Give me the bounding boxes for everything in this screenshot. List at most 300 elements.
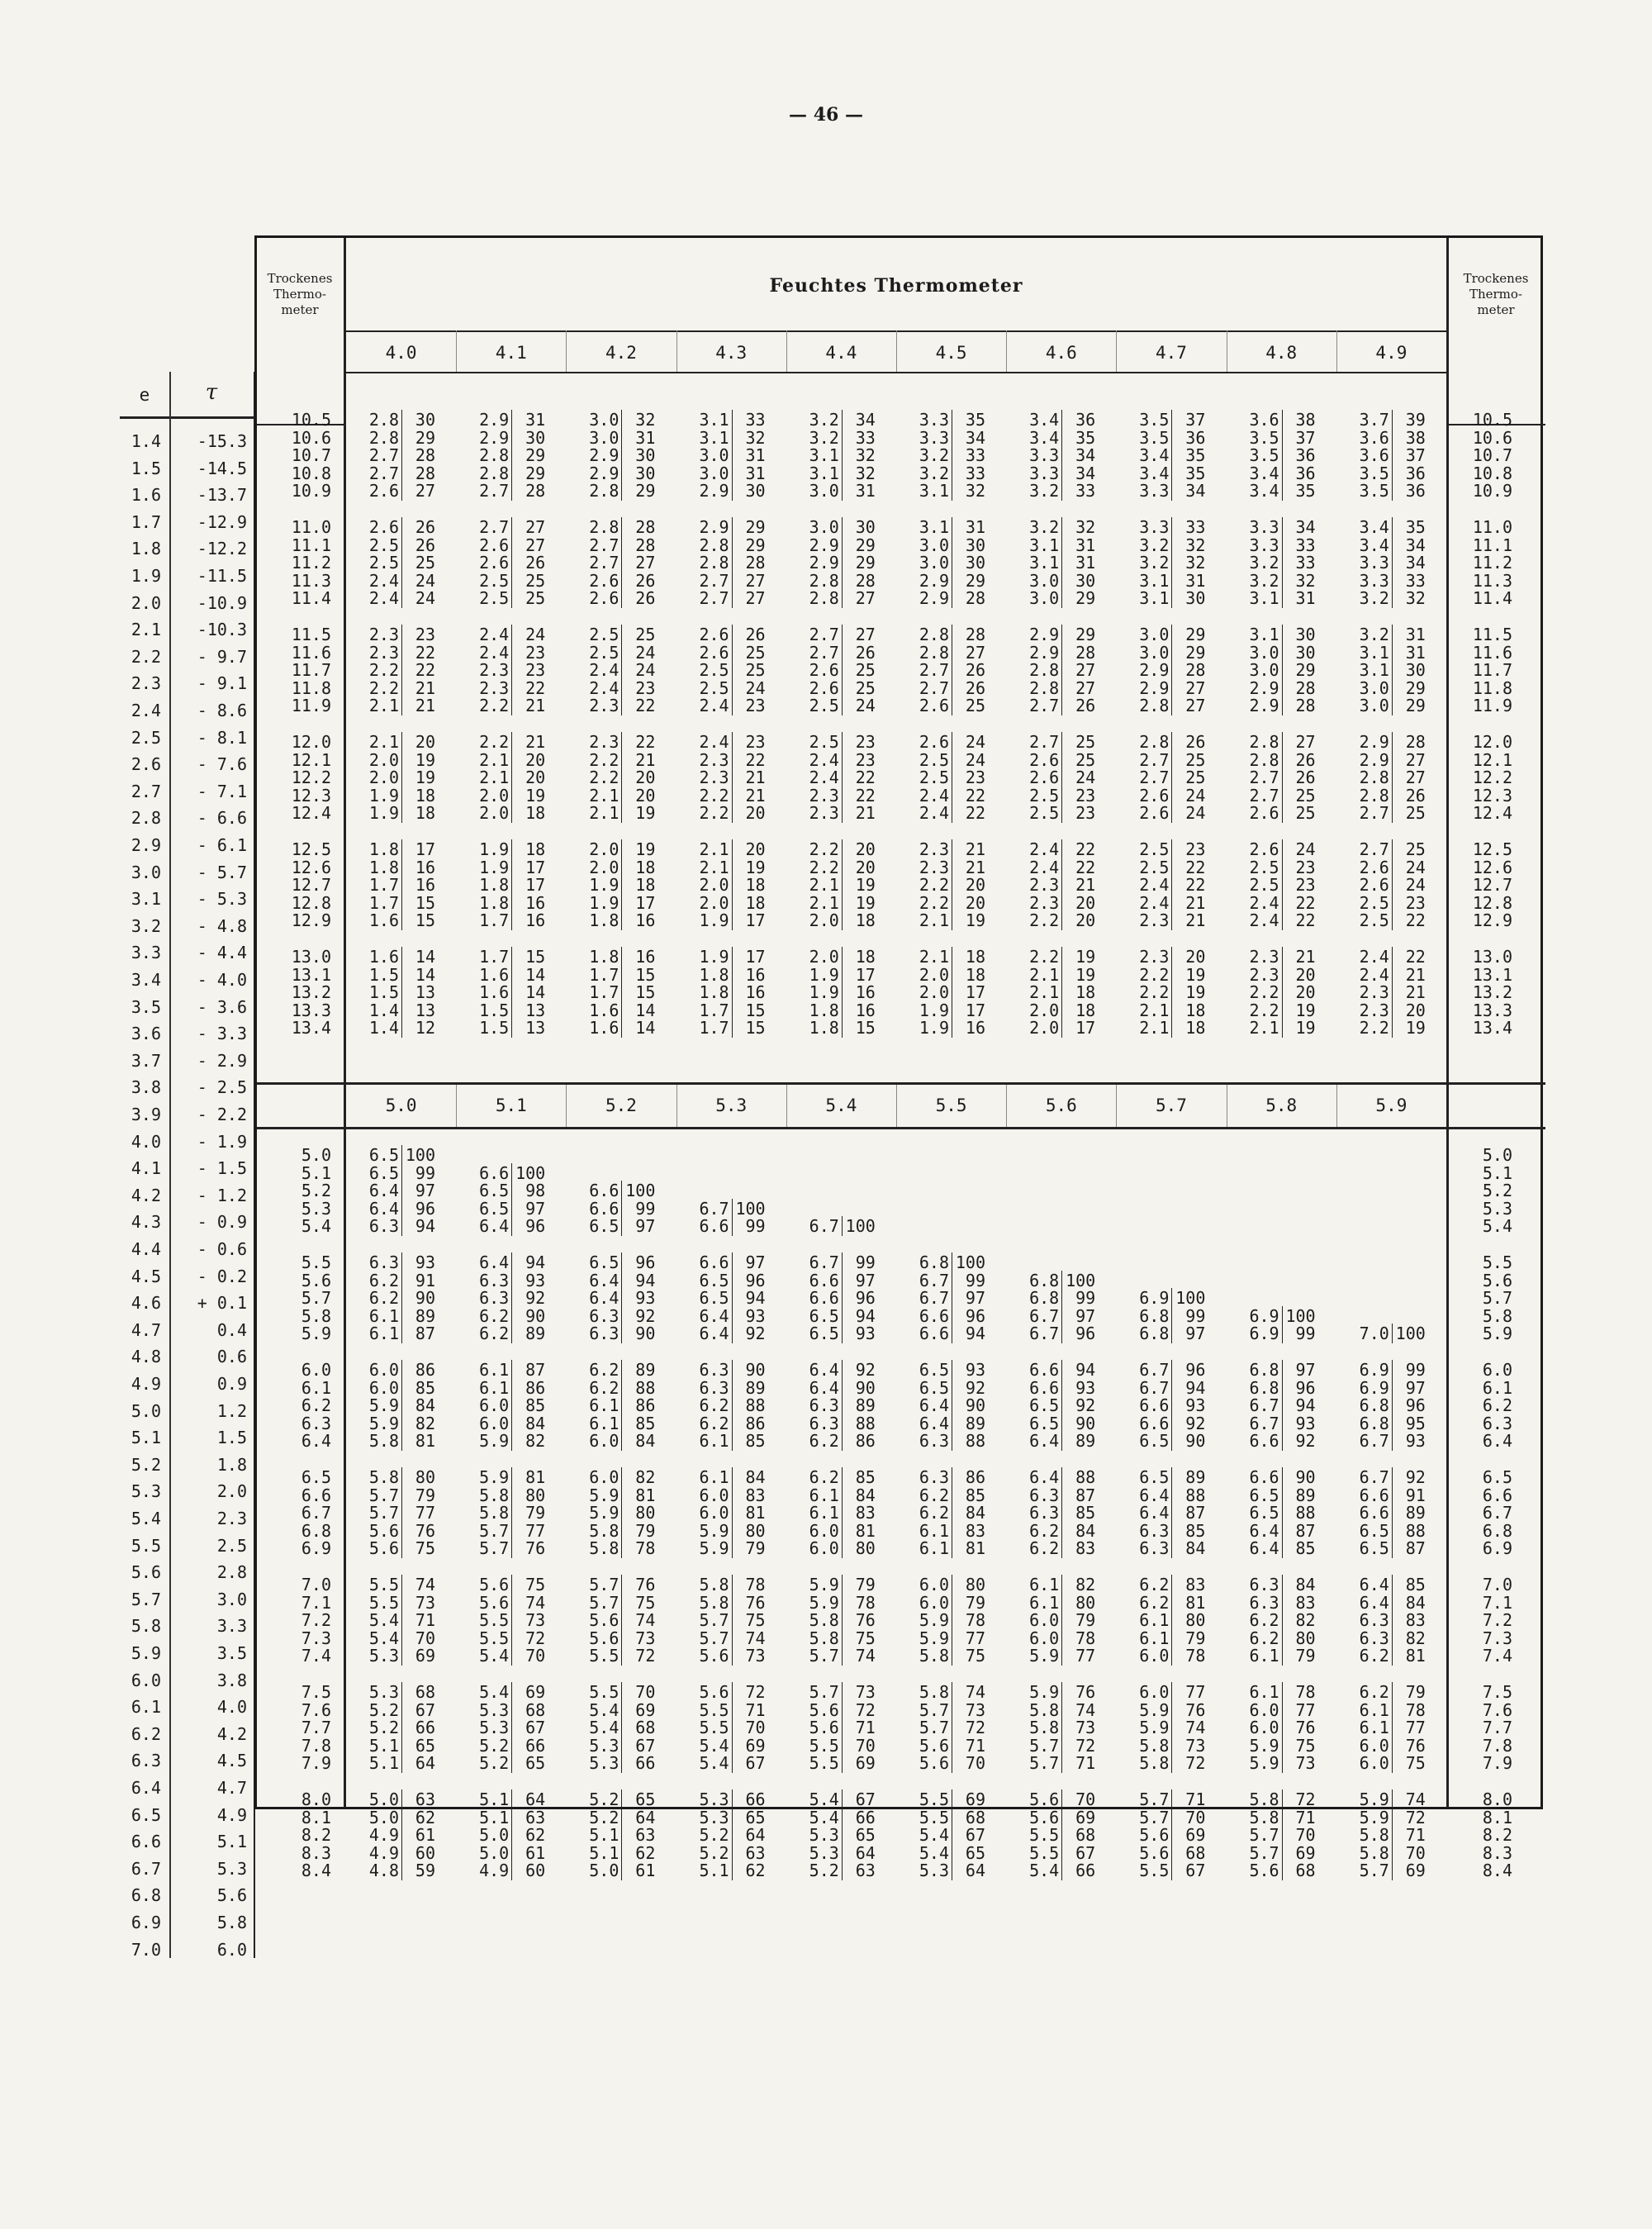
wet-column-header: 5.2 <box>605 1095 637 1115</box>
humidity-value: 80 <box>525 1485 546 1505</box>
dewpoint-value: 6.2 <box>796 1467 843 1487</box>
dewpoint-value: 1.4 <box>356 1000 402 1020</box>
humidity-value: 96 <box>745 1270 766 1290</box>
humidity-value: 90 <box>1075 1413 1096 1433</box>
table-cell <box>1237 588 1316 608</box>
humidity-value: 71 <box>965 1735 985 1756</box>
table-cell <box>466 858 545 877</box>
dewpoint-value: 5.4 <box>906 1825 952 1845</box>
side-tau-value: 0.9 <box>216 1374 247 1394</box>
table-cell <box>576 875 655 895</box>
humidity-value: 20 <box>415 732 435 752</box>
humidity-value: 84 <box>1405 1592 1426 1613</box>
humidity-value: 64 <box>855 1842 876 1863</box>
table-cell <box>906 839 985 859</box>
table-cell <box>1126 643 1205 663</box>
side-row <box>120 805 254 831</box>
dewpoint-value: 6.5 <box>576 1252 622 1272</box>
table-cell <box>1346 625 1426 644</box>
dry-temp-left: 10.8 <box>291 463 331 483</box>
dewpoint-value: 6.6 <box>1126 1414 1172 1433</box>
side-row <box>120 1478 254 1504</box>
dewpoint-value: 3.4 <box>1126 445 1172 465</box>
humidity-value: 35 <box>1185 445 1206 465</box>
side-tau-value: 0.4 <box>216 1319 247 1340</box>
table-cell <box>1237 1789 1316 1809</box>
humidity-value: 72 <box>745 1682 766 1702</box>
dewpoint-value: 1.4 <box>356 1018 402 1038</box>
dewpoint-value: 2.6 <box>576 588 622 608</box>
side-tau-value: 3.0 <box>216 1589 247 1609</box>
table-cell <box>576 1395 655 1415</box>
table-cell <box>576 1575 655 1595</box>
dewpoint-value: 5.9 <box>796 1593 843 1613</box>
humidity-value: 90 <box>855 1377 876 1398</box>
dewpoint-value: 6.5 <box>686 1288 733 1308</box>
dewpoint-value: 6.5 <box>1126 1431 1172 1451</box>
humidity-value: 80 <box>635 1503 656 1523</box>
dewpoint-value: 3.4 <box>1016 410 1062 430</box>
dewpoint-value: 6.0 <box>466 1414 512 1433</box>
table-cell <box>1126 1843 1205 1863</box>
dewpoint-value: 2.4 <box>466 643 512 663</box>
dewpoint-value: 6.5 <box>796 1306 843 1326</box>
side-e-value: 2.4 <box>131 701 161 720</box>
humidity-value: 94 <box>745 1288 766 1308</box>
humidity-value: 99 <box>855 1252 876 1272</box>
humidity-value: 19 <box>635 803 656 823</box>
dewpoint-value: 3.1 <box>1126 588 1172 608</box>
side-e-value: 4.5 <box>131 1266 161 1286</box>
table-cell <box>466 839 545 859</box>
dewpoint-value: 6.1 <box>1346 1700 1393 1720</box>
dewpoint-value: 6.2 <box>906 1503 952 1523</box>
dewpoint-value: 6.2 <box>1126 1593 1172 1613</box>
side-e-value: 4.1 <box>131 1158 161 1179</box>
table-cell <box>1126 535 1205 555</box>
dewpoint-value: 5.9 <box>1346 1789 1393 1809</box>
table-cell <box>796 481 876 501</box>
side-tau-value: 5.8 <box>216 1913 247 1932</box>
dewpoint-value: 5.6 <box>466 1593 512 1613</box>
dewpoint-value: 5.8 <box>1016 1718 1062 1737</box>
dewpoint-value: 3.6 <box>1346 428 1393 448</box>
humidity-value: 70 <box>415 1628 435 1648</box>
dewpoint-value: 2.2 <box>1237 1000 1283 1020</box>
table-cell <box>1126 696 1205 715</box>
humidity-value: 22 <box>525 677 546 698</box>
dewpoint-value: 6.0 <box>1237 1700 1283 1720</box>
table-cell <box>1016 553 1095 573</box>
dewpoint-value: 5.5 <box>466 1610 512 1630</box>
dewpoint-value: 3.3 <box>1016 445 1062 465</box>
side-tau-value: - 4.8 <box>197 915 247 936</box>
dewpoint-value: 6.5 <box>356 1163 402 1183</box>
table-cell <box>906 1378 985 1398</box>
dewpoint-value: 2.9 <box>686 517 733 537</box>
side-row <box>120 1236 254 1262</box>
dewpoint-value: 2.5 <box>906 768 952 787</box>
table-cell <box>1126 1825 1205 1845</box>
wet-column-header: 5.5 <box>935 1095 967 1115</box>
table-cell <box>1346 1538 1426 1558</box>
dewpoint-value: 2.3 <box>1346 982 1393 1002</box>
table-cell <box>1346 1000 1426 1020</box>
dewpoint-value: 5.8 <box>466 1485 512 1505</box>
dewpoint-value: 5.6 <box>906 1736 952 1756</box>
table-cell <box>1237 1861 1316 1880</box>
side-e-value: 2.7 <box>131 781 161 801</box>
upper-header-rule <box>344 372 1449 373</box>
side-e-value: 6.6 <box>131 1832 161 1852</box>
dewpoint-value: 6.2 <box>1237 1628 1283 1648</box>
side-row <box>120 1263 254 1290</box>
humidity-value: 28 <box>1075 642 1096 663</box>
humidity-value: 29 <box>745 535 766 555</box>
table-cell <box>686 965 766 985</box>
dewpoint-value: 2.3 <box>906 839 952 859</box>
humidity-value: 30 <box>635 463 656 483</box>
table-cell <box>576 1825 655 1845</box>
humidity-value: 70 <box>855 1735 876 1756</box>
dewpoint-value: 2.2 <box>576 768 622 787</box>
humidity-value: 32 <box>1295 570 1316 591</box>
table-cell <box>796 965 876 985</box>
table-cell <box>1346 750 1426 770</box>
table-cell <box>1126 1575 1205 1595</box>
table-cell <box>1237 1753 1316 1773</box>
table-cell <box>1016 947 1095 967</box>
table-cell <box>906 535 985 555</box>
table-cell <box>356 428 435 448</box>
table-cell <box>1016 1628 1095 1648</box>
dewpoint-value: 3.0 <box>1016 571 1062 591</box>
dry-temp-right: 12.0 <box>1472 732 1512 752</box>
humidity-value: 66 <box>745 1789 766 1809</box>
dewpoint-value: 5.9 <box>686 1521 733 1541</box>
humidity-value: 79 <box>525 1503 546 1523</box>
dewpoint-value: 6.3 <box>1346 1610 1393 1630</box>
table-cell <box>1237 1485 1316 1505</box>
side-row <box>120 1856 254 1882</box>
humidity-value: 20 <box>1295 982 1316 1002</box>
humidity-value: 82 <box>1295 1610 1316 1630</box>
humidity-value: 93 <box>415 1252 435 1272</box>
humidity-value: 30 <box>1295 642 1316 663</box>
table-cell <box>686 1789 766 1809</box>
side-row <box>120 1586 254 1613</box>
dewpoint-value: 6.0 <box>1126 1682 1172 1702</box>
dewpoint-value: 1.8 <box>466 893 512 913</box>
dewpoint-value: 5.9 <box>1346 1808 1393 1827</box>
dewpoint-value: 5.6 <box>686 1646 733 1666</box>
dry-temp-left: 11.4 <box>291 588 331 608</box>
dewpoint-value: 5.7 <box>576 1593 622 1613</box>
dewpoint-value: 2.2 <box>1016 947 1062 967</box>
humidity-value: 29 <box>1405 696 1426 715</box>
dewpoint-value: 2.3 <box>466 678 512 698</box>
table-cell <box>1237 535 1316 555</box>
dewpoint-value: 2.4 <box>576 678 622 698</box>
humidity-value: 14 <box>415 964 435 985</box>
humidity-value: 15 <box>745 1018 766 1038</box>
table-cell <box>576 517 655 537</box>
dewpoint-value: 2.9 <box>906 571 952 591</box>
humidity-value: 35 <box>1185 463 1206 483</box>
dewpoint-value: 5.0 <box>576 1861 622 1880</box>
table-cell <box>1126 803 1205 823</box>
table-cell <box>576 1288 655 1308</box>
humidity-value: 33 <box>1405 570 1426 591</box>
dewpoint-value: 5.6 <box>796 1718 843 1737</box>
dewpoint-value: 6.0 <box>906 1593 952 1613</box>
humidity-value: 85 <box>1075 1503 1096 1523</box>
divider-left <box>344 238 346 1808</box>
dry-temp-left: 5.8 <box>301 1305 331 1326</box>
humidity-value: 93 <box>965 1360 985 1380</box>
dewpoint-value: 2.8 <box>1126 732 1172 752</box>
side-e-value: 4.7 <box>131 1319 161 1340</box>
dewpoint-value: 3.6 <box>1346 445 1393 465</box>
wet-column-header: 4.5 <box>935 343 967 363</box>
humidity-value: 82 <box>1075 1575 1096 1595</box>
side-e-value: 3.8 <box>131 1077 161 1098</box>
table-cell <box>1346 571 1426 591</box>
dewpoint-value: 5.5 <box>1126 1861 1172 1880</box>
dewpoint-value: 5.6 <box>1126 1843 1172 1863</box>
humidity-value: 63 <box>745 1842 766 1863</box>
dry-temp-right: 6.3 <box>1482 1413 1512 1433</box>
dewpoint-value: 6.3 <box>1237 1575 1283 1595</box>
dewpoint-value: 6.7 <box>1237 1414 1283 1433</box>
humidity-value: 17 <box>855 964 876 985</box>
humidity-value: 30 <box>745 481 766 501</box>
humidity-value: 33 <box>745 410 766 430</box>
side-row <box>120 886 254 912</box>
humidity-value: 68 <box>1075 1825 1096 1845</box>
humidity-value: 24 <box>1405 875 1426 895</box>
table-cell <box>1016 481 1095 501</box>
dry-temp-left: 11.0 <box>291 517 331 537</box>
side-e-value: 5.7 <box>131 1589 161 1609</box>
humidity-value: 69 <box>415 1646 435 1666</box>
humidity-value: 79 <box>855 1575 876 1595</box>
table-cell <box>686 1682 766 1702</box>
humidity-value: 78 <box>855 1592 876 1613</box>
humidity-value: 96 <box>415 1198 435 1219</box>
dewpoint-value: 6.4 <box>1016 1431 1062 1451</box>
dewpoint-value: 2.6 <box>576 571 622 591</box>
side-tau-value: -14.5 <box>197 458 247 478</box>
humidity-value: 33 <box>855 427 876 448</box>
table-cell <box>356 1431 435 1451</box>
dewpoint-value: 5.9 <box>1237 1753 1283 1773</box>
dry-temp-right: 6.5 <box>1482 1467 1512 1487</box>
humidity-value: 30 <box>1075 570 1096 591</box>
humidity-value: 24 <box>745 677 766 698</box>
dewpoint-value: 2.2 <box>906 893 952 913</box>
dewpoint-value: 2.2 <box>796 858 843 877</box>
table-cell <box>466 1646 545 1666</box>
dewpoint-value: 3.2 <box>1237 553 1283 573</box>
table-cell <box>686 643 766 663</box>
humidity-value: 74 <box>745 1628 766 1648</box>
dry-temp-right: 12.3 <box>1472 785 1512 806</box>
table-cell <box>906 696 985 715</box>
table-cell <box>1016 1789 1095 1809</box>
humidity-value: 61 <box>415 1825 435 1845</box>
table-cell <box>466 1718 545 1737</box>
dewpoint-value: 5.1 <box>466 1789 512 1809</box>
humidity-value: 36 <box>1185 427 1206 448</box>
dry-temp-right: 5.6 <box>1482 1270 1512 1290</box>
humidity-value: 68 <box>1295 1861 1316 1880</box>
dewpoint-value: 2.4 <box>906 786 952 806</box>
dewpoint-value: 2.3 <box>1346 1000 1393 1020</box>
dewpoint-value: 2.2 <box>356 678 402 698</box>
dry-temp-right: 11.1 <box>1472 535 1512 555</box>
wet-column-header: 4.4 <box>825 343 857 363</box>
side-row <box>120 1020 254 1047</box>
dewpoint-value: 2.4 <box>1346 965 1393 985</box>
table-cell <box>906 803 985 823</box>
humidity-value: 17 <box>1075 1018 1096 1038</box>
side-e-value: 1.4 <box>131 431 161 451</box>
divider-right <box>1446 238 1449 1808</box>
dewpoint-value: 1.7 <box>576 982 622 1002</box>
dewpoint-value: 5.4 <box>686 1753 733 1773</box>
dewpoint-value: 2.3 <box>796 803 843 823</box>
dry-temp-right: 11.4 <box>1472 588 1512 608</box>
table-cell <box>1126 750 1205 770</box>
table-cell <box>1237 1808 1316 1827</box>
table-cell <box>686 1718 766 1737</box>
dry-temp-left: 12.0 <box>291 732 331 752</box>
table-cell <box>1126 1485 1205 1505</box>
dewpoint-value: 5.5 <box>576 1646 622 1666</box>
dry-temp-right: 5.8 <box>1482 1305 1512 1326</box>
dry-temp-left: 6.8 <box>301 1520 331 1541</box>
side-tau-value: - 3.3 <box>197 1024 247 1044</box>
table-cell <box>686 535 766 555</box>
humidity-value: 29 <box>525 463 546 483</box>
dewpoint-value: 5.7 <box>1016 1736 1062 1756</box>
table-cell <box>796 768 876 787</box>
dewpoint-value: 6.5 <box>906 1360 952 1380</box>
dry-temp-right: 13.1 <box>1472 964 1512 985</box>
dewpoint-value: 2.8 <box>796 588 843 608</box>
dry-temp-right: 12.1 <box>1472 749 1512 770</box>
dewpoint-value: 2.7 <box>1016 732 1062 752</box>
humidity-value: 28 <box>745 553 766 573</box>
side-table-header <box>120 372 254 419</box>
table-cell <box>686 1324 766 1343</box>
humidity-value: 22 <box>1405 910 1426 930</box>
dewpoint-value: 5.1 <box>356 1736 402 1756</box>
dewpoint-value: 3.1 <box>1016 553 1062 573</box>
dewpoint-value: 2.7 <box>356 463 402 483</box>
humidity-value: 92 <box>1185 1413 1206 1433</box>
humidity-value: 19 <box>1075 964 1096 985</box>
table-cell <box>1016 1753 1095 1773</box>
table-cell <box>356 1395 435 1415</box>
humidity-value: 76 <box>415 1520 435 1541</box>
dewpoint-value: 2.7 <box>906 678 952 698</box>
humidity-value: 89 <box>1185 1467 1206 1487</box>
dewpoint-value: 5.9 <box>576 1485 622 1505</box>
table-cell <box>1016 463 1095 483</box>
humidity-value: 89 <box>415 1305 435 1326</box>
side-e-value: 4.9 <box>131 1374 161 1394</box>
dewpoint-value: 6.3 <box>1126 1521 1172 1541</box>
humidity-value: 14 <box>635 1018 656 1038</box>
table-cell <box>356 1378 435 1398</box>
humidity-value: 25 <box>1295 785 1316 806</box>
humidity-value: 17 <box>525 857 546 877</box>
dewpoint-value: 5.4 <box>906 1843 952 1863</box>
table-cell <box>576 1431 655 1451</box>
table-cell <box>576 1181 655 1200</box>
table-cell <box>906 1538 985 1558</box>
side-row <box>120 1559 254 1585</box>
table-cell <box>1346 910 1426 930</box>
table-cell <box>796 1575 876 1595</box>
table-cell <box>686 625 766 644</box>
table-cell <box>796 1252 876 1272</box>
table-cell <box>356 1789 435 1809</box>
table-cell <box>686 428 766 448</box>
humidity-value: 88 <box>635 1377 656 1398</box>
table-cell <box>356 893 435 913</box>
table-cell <box>1126 1538 1205 1558</box>
humidity-value: 22 <box>415 642 435 663</box>
table-cell <box>1237 750 1316 770</box>
table-cell <box>1016 1575 1095 1595</box>
table-cell <box>1016 535 1095 555</box>
dry-temp-left: 11.7 <box>291 660 331 680</box>
dewpoint-value: 3.5 <box>1126 428 1172 448</box>
dewpoint-value: 2.4 <box>1237 893 1283 913</box>
humidity-value: 18 <box>745 875 766 895</box>
dewpoint-value: 2.5 <box>576 643 622 663</box>
humidity-value: 34 <box>1075 445 1096 465</box>
dewpoint-value: 3.1 <box>796 445 843 465</box>
dewpoint-value: 6.2 <box>466 1306 512 1326</box>
dry-temp-left: 5.3 <box>301 1198 331 1219</box>
table-cell <box>1237 839 1316 859</box>
humidity-value: 96 <box>1295 1377 1316 1398</box>
humidity-value: 76 <box>525 1538 546 1558</box>
dry-temp-right: 6.2 <box>1482 1395 1512 1415</box>
dewpoint-value: 1.8 <box>576 910 622 930</box>
table-cell <box>686 1360 766 1380</box>
humidity-value: 100 <box>1395 1324 1426 1343</box>
dewpoint-value: 2.2 <box>906 875 952 895</box>
table-cell <box>576 678 655 698</box>
table-cell <box>906 965 985 985</box>
table-cell <box>906 571 985 591</box>
humidity-value: 100 <box>1175 1288 1206 1308</box>
humidity-value: 72 <box>1405 1807 1426 1827</box>
table-cell <box>1126 625 1205 644</box>
dewpoint-value: 2.7 <box>1016 696 1062 715</box>
dewpoint-value: 1.8 <box>686 982 733 1002</box>
table-cell <box>1016 786 1095 806</box>
dewpoint-value: 5.6 <box>1126 1825 1172 1845</box>
dewpoint-value: 2.4 <box>1126 875 1172 895</box>
humidity-value: 87 <box>1295 1520 1316 1541</box>
table-cell <box>356 1000 435 1020</box>
